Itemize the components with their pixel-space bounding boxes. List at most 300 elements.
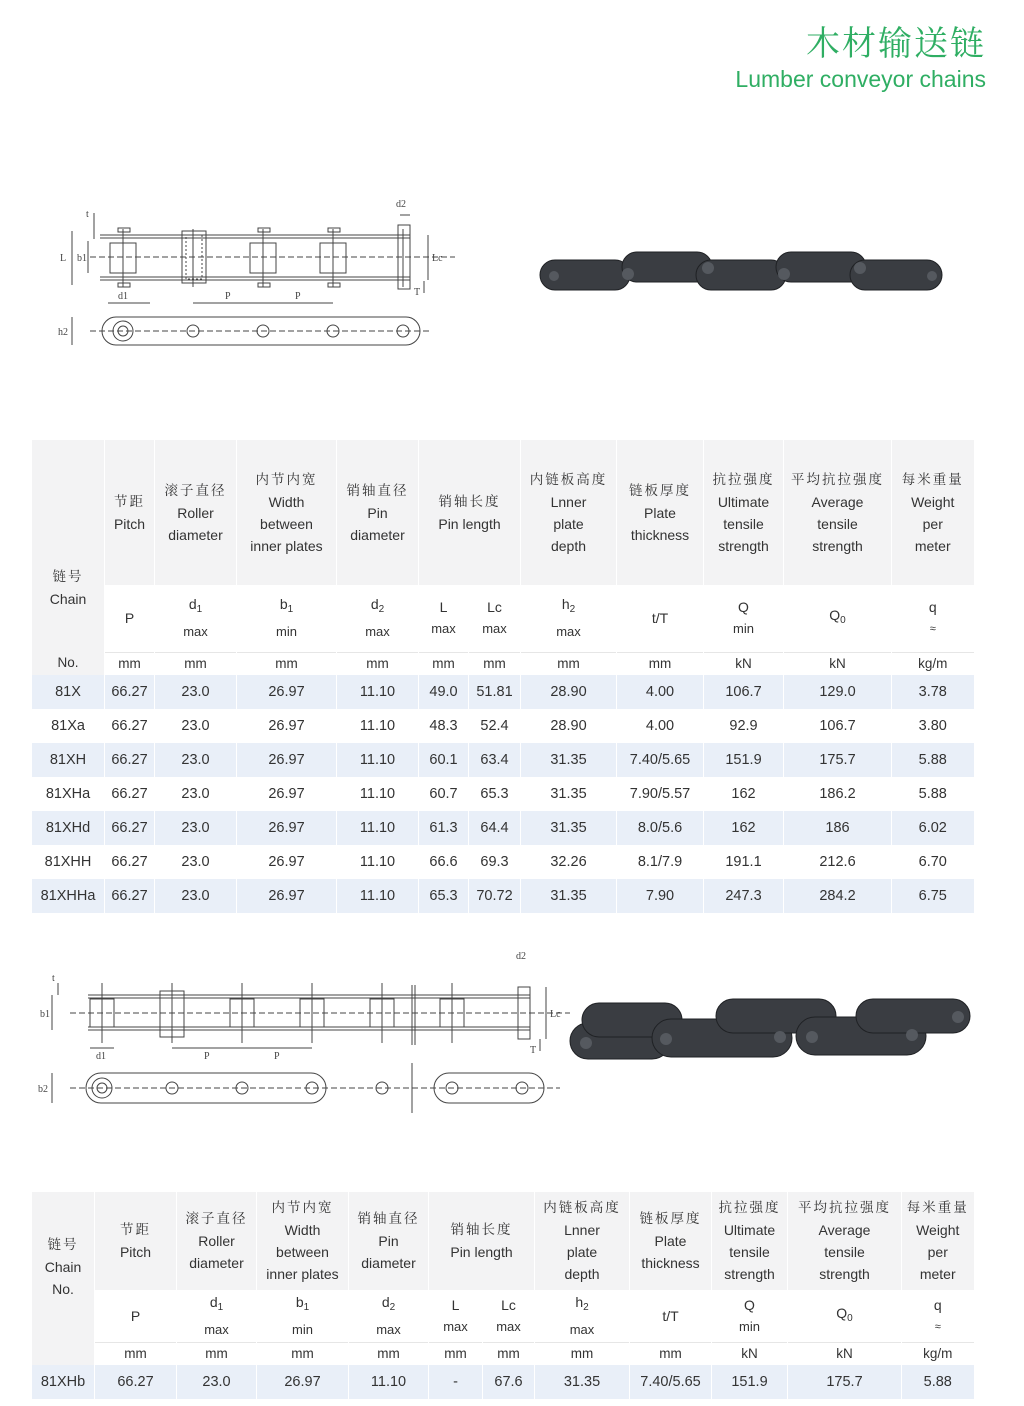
col2-width xyxy=(257,1192,349,1290)
sym2-q-lim: min xyxy=(739,1318,760,1334)
table-cell: 26.97 xyxy=(237,743,337,777)
dim2-label-b1: b1 xyxy=(40,1009,50,1020)
sym2-q0 xyxy=(788,1290,902,1342)
col-pinlen xyxy=(419,440,521,585)
dim2-label-d1: d1 xyxy=(96,1051,106,1062)
col-chain-en: Chain xyxy=(49,591,87,607)
unit2-width: mm xyxy=(257,1342,349,1365)
table-cell: 162 xyxy=(704,777,784,811)
table-cell: 151.9 xyxy=(704,743,784,777)
col-ultimate-en2: tensile xyxy=(723,515,764,532)
table-cell: 26.97 xyxy=(257,1365,349,1399)
col2-pitch-cn: 节距 xyxy=(120,1222,151,1239)
unit2-h2: mm xyxy=(535,1342,630,1365)
col2-width-en1: Width xyxy=(284,1222,321,1239)
sym2-pin-lim: max xyxy=(376,1321,401,1337)
sym-roller xyxy=(155,585,237,652)
col2-plate-thick xyxy=(630,1192,712,1290)
col-average-cn: 平均抗拉强度 xyxy=(791,471,884,488)
sym-q-lim: min xyxy=(733,621,754,637)
col-pin xyxy=(337,440,419,585)
sym-q0 xyxy=(784,585,892,652)
table-cell: 23.0 xyxy=(155,675,237,709)
dim2-label-p2: P xyxy=(274,1051,280,1062)
unit2-roller: mm xyxy=(177,1342,257,1365)
table-cell: 31.35 xyxy=(521,811,617,845)
col2-pinlen-en: Pin length xyxy=(450,1244,513,1261)
sym-l-lim: max xyxy=(431,621,456,637)
table-cell: 212.6 xyxy=(784,845,892,879)
col2-average-cn: 平均抗拉强度 xyxy=(798,1200,891,1217)
sym-h2-text: h xyxy=(561,596,570,613)
col2-average xyxy=(788,1192,902,1290)
sym-lc-lim: max xyxy=(482,621,507,637)
table-cell: 23.0 xyxy=(155,811,237,845)
table-cell: 26.97 xyxy=(237,845,337,879)
sym-lc-text: Lc xyxy=(487,599,502,616)
sym2-h2-lim: max xyxy=(569,1321,595,1337)
table-cell: 92.9 xyxy=(704,709,784,743)
table-row xyxy=(32,777,974,811)
dim-label-h2: h2 xyxy=(58,327,68,338)
chain-no-cell: 81X xyxy=(32,675,105,709)
unit-pitch: mm xyxy=(105,652,155,675)
table-cell: 151.9 xyxy=(712,1365,788,1399)
sym2-width-lim: min xyxy=(292,1321,313,1337)
chain-no-cell: 81XH xyxy=(32,743,105,777)
col2-chain-no: No. xyxy=(52,1281,74,1297)
sym2-width-sub: 1 xyxy=(303,1301,310,1313)
col2-pin-en1: Pin xyxy=(378,1233,399,1250)
table-cell: 106.7 xyxy=(704,675,784,709)
sym2-weight-text: q xyxy=(933,1296,942,1313)
unit-pin: mm xyxy=(337,652,419,675)
sym2-pin-sub: 2 xyxy=(389,1301,396,1313)
col-weight-en2: per xyxy=(922,515,943,532)
col-average-en1: Average xyxy=(811,493,864,510)
unit-h2: mm xyxy=(521,652,617,675)
table-cell: 66.27 xyxy=(105,879,155,913)
table-row xyxy=(32,845,974,879)
table-cell: 11.10 xyxy=(349,1365,429,1399)
sym-l-text: L xyxy=(439,599,448,616)
dim-label-b1: b1 xyxy=(77,253,87,264)
table-cell: 48.3 xyxy=(419,709,469,743)
sym2-q0-sub: 0 xyxy=(847,1312,853,1324)
sym2-q0-text: Q xyxy=(836,1304,848,1321)
sym-roller-text: d xyxy=(188,596,197,613)
sym2-l xyxy=(429,1290,483,1342)
col2-pinlen xyxy=(429,1192,535,1290)
unit-chain-no: No. xyxy=(32,652,105,675)
col-width-cn: 内节内宽 xyxy=(255,471,318,488)
col-roller xyxy=(155,440,237,585)
table-row xyxy=(32,743,974,777)
chain-no-cell: 81XHd xyxy=(32,811,105,845)
unit2-weight: kg/m xyxy=(902,1342,974,1365)
table-cell: 175.7 xyxy=(784,743,892,777)
chain-no-cell: 81Xa xyxy=(32,709,105,743)
col-chain-cn: 链号 xyxy=(52,569,84,585)
col-plate-thick-en1: Plate xyxy=(644,504,676,521)
table-cell: 51.81 xyxy=(469,675,521,709)
col2-ultimate-en1: Ultimate xyxy=(723,1222,776,1239)
sym2-q-text: Q xyxy=(744,1296,755,1313)
col-average xyxy=(784,440,892,585)
col-weight-en3: meter xyxy=(914,537,951,554)
col2-average-en1: Average xyxy=(818,1222,871,1239)
col-pin-cn: 销轴直径 xyxy=(346,482,409,499)
sym2-h2-text: h xyxy=(575,1293,584,1310)
unit-lc: mm xyxy=(469,652,521,675)
sym2-roller-text: d xyxy=(209,1293,218,1310)
table-cell: 49.0 xyxy=(419,675,469,709)
chain-photo-2 xyxy=(566,995,976,1070)
col2-pin-en2: diameter xyxy=(361,1255,416,1272)
col2-ultimate-cn: 抗拉强度 xyxy=(718,1200,781,1217)
sym2-width-text: b xyxy=(295,1293,304,1310)
table-cell: 11.10 xyxy=(337,709,419,743)
col2-plate-depth-en1: Lnner xyxy=(564,1222,600,1239)
header-row-2 xyxy=(32,1192,974,1290)
col2-weight xyxy=(902,1192,974,1290)
col2-ultimate-en3: strength xyxy=(724,1266,775,1283)
header-row xyxy=(32,440,974,585)
unit-row-2 xyxy=(32,1342,974,1365)
table-cell: - xyxy=(429,1365,483,1399)
sym-pin-lim: max xyxy=(365,624,390,640)
sym2-weight xyxy=(902,1290,974,1342)
unit-roller: mm xyxy=(155,652,237,675)
col-plate-thick-cn: 链板厚度 xyxy=(629,482,691,499)
col2-weight-en3: meter xyxy=(919,1266,956,1283)
dim-label-lc: Lc xyxy=(432,253,443,264)
table-cell: 8.1/7.9 xyxy=(617,845,704,879)
col2-pin-cn: 销轴直径 xyxy=(357,1211,420,1228)
col-pitch-cn: 节距 xyxy=(114,493,145,510)
table-cell: 4.00 xyxy=(617,675,704,709)
spec-table-2 xyxy=(31,1192,974,1399)
table-cell: 60.1 xyxy=(419,743,469,777)
col-weight-cn: 每米重量 xyxy=(901,471,964,488)
table-cell: 7.90/5.57 xyxy=(617,777,704,811)
dim-label-t2: T xyxy=(414,287,421,298)
dim-label-p2: P xyxy=(295,291,301,302)
col-roller-en2: diameter xyxy=(168,526,223,543)
dim-label-d2: d2 xyxy=(396,199,406,210)
table-cell: 129.0 xyxy=(784,675,892,709)
col2-roller-en2: diameter xyxy=(189,1255,244,1272)
dim2-label-b2: b2 xyxy=(38,1084,48,1095)
table-cell: 26.97 xyxy=(237,675,337,709)
dim-label-p1: P xyxy=(225,291,231,302)
col2-plate-depth-en2: plate xyxy=(566,1244,598,1261)
sym2-l-text: L xyxy=(451,1296,460,1313)
table-cell: 7.40/5.65 xyxy=(617,743,704,777)
table-cell: 31.35 xyxy=(521,777,617,811)
dim2-label-p1: P xyxy=(204,1051,210,1062)
col2-pinlen-cn: 销轴长度 xyxy=(450,1222,513,1239)
spec-table-1-body xyxy=(32,675,974,913)
col-ultimate-en1: Ultimate xyxy=(717,493,770,510)
table-cell: 4.00 xyxy=(617,709,704,743)
symbol-row-2 xyxy=(32,1290,974,1342)
table-cell: 28.90 xyxy=(521,675,617,709)
table-cell: 11.10 xyxy=(337,777,419,811)
dim-label-d1: d1 xyxy=(118,291,128,302)
table-cell: 66.27 xyxy=(105,845,155,879)
table-cell: 11.10 xyxy=(337,879,419,913)
col-pitch xyxy=(105,440,155,585)
col-pin-en1: Pin xyxy=(367,504,388,521)
spec-table-1 xyxy=(31,440,974,913)
col-plate-depth-cn: 内链板高度 xyxy=(529,471,608,488)
table-cell: 23.0 xyxy=(155,709,237,743)
sym2-roller-sub: 1 xyxy=(217,1301,224,1313)
unit2-q: kN xyxy=(712,1342,788,1365)
sym-pitch: P xyxy=(105,585,155,652)
table-cell: 66.27 xyxy=(105,811,155,845)
table-cell: 65.3 xyxy=(419,879,469,913)
col2-pitch-en: Pitch xyxy=(119,1244,152,1261)
unit2-q0: kN xyxy=(788,1342,902,1365)
col-roller-cn: 滚子直径 xyxy=(164,482,227,499)
sym-lc xyxy=(469,585,521,652)
col-width-en2: between xyxy=(260,515,313,532)
col2-chain-cn: 链号 xyxy=(47,1237,79,1253)
table-cell: 6.75 xyxy=(892,879,974,913)
unit-width: mm xyxy=(237,652,337,675)
unit-weight: kg/m xyxy=(892,652,974,675)
table-cell: 65.3 xyxy=(469,777,521,811)
sym-thick: t/T xyxy=(617,585,704,652)
table-cell: 23.0 xyxy=(155,743,237,777)
col2-pin xyxy=(349,1192,429,1290)
sym2-weight-lim: ≈ xyxy=(934,1320,941,1333)
unit-q0: kN xyxy=(784,652,892,675)
col2-roller-en1: Roller xyxy=(198,1233,235,1250)
col-plate-depth-en1: Lnner xyxy=(550,493,587,510)
table-cell: 26.97 xyxy=(237,709,337,743)
sym2-lc xyxy=(483,1290,535,1342)
table-cell: 26.97 xyxy=(237,879,337,913)
table-cell: 66.27 xyxy=(105,777,155,811)
table-cell: 5.88 xyxy=(902,1365,974,1399)
sym-weight-text: q xyxy=(928,599,937,616)
col2-width-en3: inner plates xyxy=(266,1266,339,1283)
table-cell: 11.10 xyxy=(337,845,419,879)
table-cell: 23.0 xyxy=(177,1365,257,1399)
chain-no-cell: 81XHb xyxy=(32,1365,95,1399)
col2-weight-en1: Weight xyxy=(916,1222,960,1239)
unit-l: mm xyxy=(419,652,469,675)
sym-weight-lim: ≈ xyxy=(929,623,936,636)
col-width xyxy=(237,440,337,585)
dim2-label-d2: d2 xyxy=(516,951,526,962)
col2-width-cn: 内节内宽 xyxy=(271,1200,334,1217)
col2-plate-depth-cn: 内链板高度 xyxy=(543,1200,621,1217)
table-cell: 11.10 xyxy=(337,675,419,709)
table-cell: 66.6 xyxy=(419,845,469,879)
table-cell: 64.4 xyxy=(469,811,521,845)
sym-h2-sub: 2 xyxy=(569,604,576,616)
col-plate-depth-en2: plate xyxy=(553,515,584,532)
col2-pitch xyxy=(95,1192,177,1290)
sym2-h2 xyxy=(535,1290,630,1342)
table-cell: 66.27 xyxy=(105,743,155,777)
dim-label-t: t xyxy=(86,209,89,220)
col-width-en1: Width xyxy=(268,493,305,510)
col2-width-en2: between xyxy=(276,1244,329,1261)
col-ultimate-cn: 抗拉强度 xyxy=(712,471,775,488)
sym2-lc-lim: max xyxy=(496,1318,521,1334)
sym2-pin xyxy=(349,1290,429,1342)
sym-pin-text: d xyxy=(370,596,379,613)
dim2-label-t: t xyxy=(52,973,55,984)
table-cell: 31.35 xyxy=(521,879,617,913)
sym-pin xyxy=(337,585,419,652)
col2-plate-thick-en2: thickness xyxy=(641,1255,700,1272)
sym-h2 xyxy=(521,585,617,652)
table-cell: 186.2 xyxy=(784,777,892,811)
table-cell: 3.80 xyxy=(892,709,974,743)
sym2-h2-sub: 2 xyxy=(583,1301,589,1313)
dim2-label-lc: Lc xyxy=(550,1009,561,1020)
col2-chain xyxy=(32,1192,95,1342)
table-cell: 23.0 xyxy=(155,845,237,879)
col-ultimate-en3: strength xyxy=(718,537,769,554)
col-average-en3: strength xyxy=(812,537,863,554)
table-row xyxy=(32,879,974,913)
col2-chain-en: Chain xyxy=(44,1259,82,1275)
unit-thick: mm xyxy=(617,652,704,675)
chain-photo-1 xyxy=(536,240,946,310)
sym2-q xyxy=(712,1290,788,1342)
sym-width-sub: 1 xyxy=(287,604,294,616)
col-weight xyxy=(892,440,974,585)
sym-q-text: Q xyxy=(738,599,749,616)
col2-roller xyxy=(177,1192,257,1290)
unit-q: kN xyxy=(704,652,784,675)
chain-drawing-2 xyxy=(30,945,575,1120)
table-cell: 66.27 xyxy=(105,675,155,709)
col2-ultimate-en2: tensile xyxy=(729,1244,770,1261)
col-chain xyxy=(32,440,105,652)
table-cell: 5.88 xyxy=(892,777,974,811)
page-title-cn: 木材输送链 xyxy=(806,24,986,64)
table-cell: 66.27 xyxy=(95,1365,177,1399)
col2-average-en3: strength xyxy=(819,1266,870,1283)
table-cell: 67.6 xyxy=(483,1365,535,1399)
table-cell: 61.3 xyxy=(419,811,469,845)
sym-width-lim: min xyxy=(276,624,297,640)
sym-weight xyxy=(892,585,974,652)
col-ultimate xyxy=(704,440,784,585)
table-cell: 26.97 xyxy=(237,777,337,811)
sym2-l-lim: max xyxy=(443,1318,468,1334)
table-cell: 60.7 xyxy=(419,777,469,811)
table-cell: 3.78 xyxy=(892,675,974,709)
table-cell: 191.1 xyxy=(704,845,784,879)
table-cell: 284.2 xyxy=(784,879,892,913)
sym-roller-lim: max xyxy=(183,624,208,640)
symbol-row xyxy=(32,585,974,652)
sym-h2-lim: max xyxy=(556,624,581,640)
col2-average-en2: tensile xyxy=(824,1244,865,1261)
table-cell: 247.3 xyxy=(704,879,784,913)
unit2-pin: mm xyxy=(349,1342,429,1365)
col-pitch-en: Pitch xyxy=(113,515,146,532)
table-cell: 7.90 xyxy=(617,879,704,913)
unit2-lc: mm xyxy=(483,1342,535,1365)
table-cell: 52.4 xyxy=(469,709,521,743)
col-pin-en2: diameter xyxy=(350,526,405,543)
table-row xyxy=(32,1365,974,1399)
col-roller-en1: Roller xyxy=(177,504,214,521)
sym2-roller-lim: max xyxy=(204,1321,229,1337)
col2-roller-cn: 滚子直径 xyxy=(185,1211,248,1228)
table-cell: 23.0 xyxy=(155,777,237,811)
col2-plate-depth xyxy=(535,1192,630,1290)
table-cell: 162 xyxy=(704,811,784,845)
sym-l xyxy=(419,585,469,652)
col-plate-thick xyxy=(617,440,704,585)
chain-no-cell: 81XHH xyxy=(32,845,105,879)
unit2-thick: mm xyxy=(630,1342,712,1365)
sym2-pin-text: d xyxy=(381,1293,390,1310)
col-pinlen-en: Pin length xyxy=(438,515,501,532)
col-plate-thick-en2: thickness xyxy=(630,526,690,543)
table-cell: 6.02 xyxy=(892,811,974,845)
sym2-thick: t/T xyxy=(630,1290,712,1342)
table-cell: 11.10 xyxy=(337,743,419,777)
col2-plate-thick-en1: Plate xyxy=(654,1233,687,1250)
sym-q0-text: Q xyxy=(829,607,841,624)
sym2-lc-text: Lc xyxy=(501,1296,516,1313)
table-cell: 28.90 xyxy=(521,709,617,743)
table-row xyxy=(32,709,974,743)
table-cell: 7.40/5.65 xyxy=(630,1365,712,1399)
table-cell: 70.72 xyxy=(469,879,521,913)
sym-q0-sub: 0 xyxy=(840,615,846,627)
unit-row xyxy=(32,652,974,675)
col-width-en3: inner plates xyxy=(250,537,323,554)
table-cell: 11.10 xyxy=(337,811,419,845)
table-row xyxy=(32,675,974,709)
table-cell: 63.4 xyxy=(469,743,521,777)
page-title-en: Lumber conveyor chains xyxy=(735,66,986,92)
table-cell: 106.7 xyxy=(784,709,892,743)
unit2-chain-blank xyxy=(32,1342,95,1365)
table-cell: 31.35 xyxy=(535,1365,630,1399)
dim2-label-t2: T xyxy=(530,1045,537,1056)
sym2-roller xyxy=(177,1290,257,1342)
table-cell: 6.70 xyxy=(892,845,974,879)
table-cell: 26.97 xyxy=(237,811,337,845)
sym2-width xyxy=(257,1290,349,1342)
sym-roller-sub: 1 xyxy=(196,604,203,616)
col2-weight-en2: per xyxy=(927,1244,948,1261)
col2-plate-thick-cn: 链板厚度 xyxy=(639,1211,702,1228)
sym-pin-sub: 2 xyxy=(378,604,385,616)
sym-width-text: b xyxy=(279,596,288,613)
table-cell: 66.27 xyxy=(105,709,155,743)
dim-label-l: L xyxy=(60,253,67,264)
col2-plate-depth-en3: depth xyxy=(564,1266,600,1283)
spec-table-2-body xyxy=(32,1365,974,1399)
table-cell: 175.7 xyxy=(788,1365,902,1399)
col-pinlen-cn: 销轴长度 xyxy=(438,493,501,510)
